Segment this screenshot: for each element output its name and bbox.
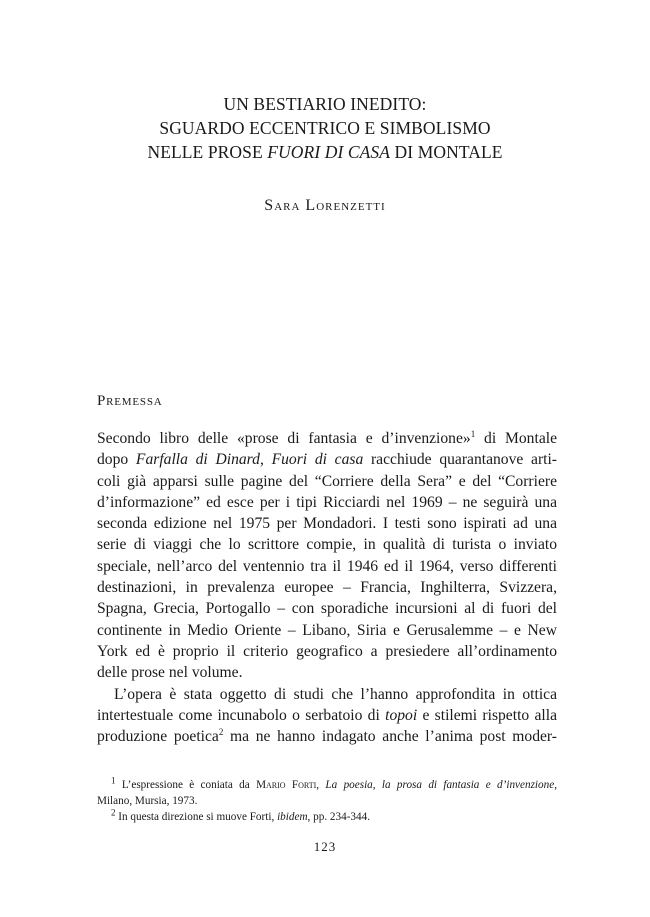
text-line: produzione poetica$^2$ ma ne hanno indagato anche l’anima post moder- [97, 726, 557, 746]
text-line: d’informazione” ed esce per i tipi Ricciardi nel 1969 – ne seguirà una [97, 493, 557, 511]
title-line-3: NELLE PROSE FUORI DI CASA DI MONTALE [147, 142, 503, 162]
footnote-ref-1: 1 [470, 428, 476, 439]
footnote-1: $^1$ L’espressione è coniata da Mario Forti, La poesia, la prosa di fantasia e d’invenzione, [111, 775, 557, 791]
title-italic-work: FUORI DI CASA [267, 142, 391, 162]
text-line: continente in Medio Oriente – Libano, Siria e Gerusalemme – e New [97, 621, 557, 639]
text-line: Spagna, Grecia, Portogallo – con sporadiche incursioni al di fuori del [97, 600, 557, 618]
footnote-1-continued: Milano, Mursia, 1973. [97, 795, 198, 807]
article-title [0, 92, 650, 164]
text-line: speciale, nell’arco del ventennio tra il 1946 ed il 1964, verso differenti [97, 557, 557, 575]
footnotes [97, 777, 557, 825]
text-line: Secondo libro delle «prose di fantasia e d’invenzione»$^1$ di Montale [97, 428, 557, 447]
footnote-ref-2: 2 [218, 726, 224, 737]
section-heading: Premessa [97, 393, 163, 409]
title-line-1: UN BESTIARIO INEDITO: [223, 94, 427, 114]
body-text [97, 428, 557, 747]
text-line: intertestuale come incunabolo o serbatoio di topoi e stilemi rispetto alla [97, 706, 557, 724]
text-line: York ed è proprio il criterio geografico a presiedere all’ordinamento [97, 642, 557, 660]
text-line: serie di viaggi che lo scrittore compie, in qualità di turista o inviato [97, 536, 557, 554]
page-number: 123 [313, 839, 337, 854]
text-line: coli già apparsi sulle pagine del “Corriere della Sera” e del “Corriere [97, 472, 557, 490]
title-line-2: SGUARDO ECCENTRICO E SIMBOLISMO [159, 118, 491, 138]
author-name: Sara Lorenzetti [264, 197, 386, 214]
text-line: L’opera è stata oggetto di studi che l’hanno approfondita in ottica [114, 685, 557, 703]
text-line: seconda edizione nel 1975 per Mondadori. I testi sono ispirati ad una [97, 515, 557, 533]
footnote-2: $^2$ In questa direzione si muove Forti, ibidem, pp. 234-344. [111, 807, 370, 823]
text-line: delle prose nel volume. [97, 664, 243, 682]
text-line: destinazioni, in prevalenza europee – Francia, Inghilterra, Svizzera, [97, 579, 557, 597]
text-line: dopo Farfalla di Dinard, Fuori di casa racchiude quarantanove arti- [97, 451, 557, 469]
